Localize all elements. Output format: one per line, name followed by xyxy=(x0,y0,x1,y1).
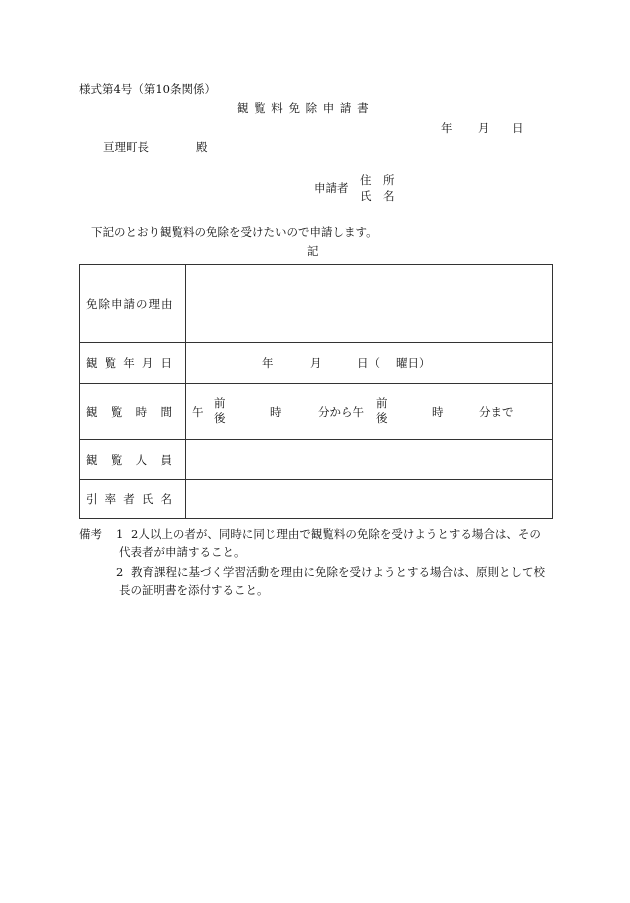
remark-2-line1: 教育課程に基づく学習活動を理由に免除を受けようとする場合は、原則として校 xyxy=(131,565,545,579)
reason-label-cell xyxy=(80,265,186,343)
time-ampm-1 xyxy=(214,396,226,426)
reason-label: 免除申請の理由 xyxy=(86,296,174,311)
remark-1-line1: 2人以上の者が、同時に同じ理由で観覧料の免除を受けようとする場合は、その xyxy=(131,527,541,541)
date-label-char: 覧 xyxy=(104,356,117,370)
people-label-char: 人 xyxy=(135,452,148,467)
leader-label-char: 者 xyxy=(123,492,135,506)
addressee-honorific: 殿 xyxy=(196,140,208,154)
date-month: 月 xyxy=(478,121,490,135)
remark-2-line2: 長の証明書を添付すること。 xyxy=(119,583,269,597)
date-label-char: 年 xyxy=(123,356,135,370)
date-label-char: 日 xyxy=(160,356,172,370)
leader-label-char: 氏 xyxy=(141,492,154,506)
reason-value-cell[interactable] xyxy=(186,265,553,343)
leader-label-char: 率 xyxy=(104,492,117,506)
applicant-address-label: 住 所 xyxy=(360,173,395,187)
document-title: 観 覧 料 免 除 申 請 書 xyxy=(237,101,370,115)
people-label-char: 員 xyxy=(160,452,172,467)
applicant-label: 申請者 xyxy=(314,181,349,195)
date-row xyxy=(80,343,553,384)
reason-row xyxy=(80,265,553,343)
date-label xyxy=(86,355,172,371)
leader-label-char: 名 xyxy=(160,492,172,506)
date-label-char: 観 xyxy=(86,356,98,370)
leader-value-cell[interactable] xyxy=(186,480,553,519)
time-row xyxy=(80,384,553,440)
time-pm-1: 後 xyxy=(214,411,226,425)
time-am-1: 前 xyxy=(214,396,226,410)
time-label-char: 時 xyxy=(135,404,148,419)
leader-label xyxy=(86,491,172,507)
time-hour-1: 時 xyxy=(270,405,282,419)
date-unit-month: 月 xyxy=(310,356,322,370)
time-hour-2: 時 xyxy=(432,405,444,419)
date-label-char: 月 xyxy=(141,356,154,370)
time-am-2: 前 xyxy=(376,396,388,410)
date-unit-year: 年 xyxy=(262,356,274,370)
remark-2-num: 2 xyxy=(116,565,124,579)
time-value-cell[interactable] xyxy=(186,384,553,440)
time-pm-2: 後 xyxy=(376,411,388,425)
time-min-from: 分から午 xyxy=(318,405,364,419)
date-label-cell xyxy=(80,343,186,384)
people-row xyxy=(80,440,553,480)
people-label-cell xyxy=(80,440,186,480)
leader-label-cell xyxy=(80,480,186,519)
time-ampm-2 xyxy=(376,396,388,426)
form-number: 様式第4号（第10条関係） xyxy=(79,82,216,96)
intro-text: 下記のとおり観覧料の免除を受けたいので申請します。 xyxy=(91,225,378,239)
time-label-char: 観 xyxy=(86,404,98,419)
people-value-cell[interactable] xyxy=(186,440,553,480)
date-unit-weekday: 曜日） xyxy=(396,356,431,370)
people-label-char: 覧 xyxy=(110,452,123,467)
time-label xyxy=(86,404,172,420)
people-label-char: 観 xyxy=(86,452,98,467)
date-unit-day: 日（ xyxy=(357,356,380,370)
people-label xyxy=(86,452,172,468)
time-noon-1: 午 xyxy=(192,405,204,419)
date-year: 年 xyxy=(441,121,453,135)
time-label-char: 覧 xyxy=(110,404,123,419)
applicant-name-label: 氏 名 xyxy=(360,189,395,203)
time-min-to: 分まで xyxy=(479,405,514,419)
remark-1-line2: 代表者が申請すること。 xyxy=(119,545,246,559)
time-label-char: 間 xyxy=(160,404,172,419)
application-table xyxy=(79,264,553,519)
ki-heading: 記 xyxy=(307,244,319,258)
leader-label-char: 引 xyxy=(86,492,98,506)
addressee-name: 亘理町長 xyxy=(103,140,149,154)
leader-row xyxy=(80,480,553,519)
remarks-label: 備考 xyxy=(79,527,102,541)
date-day: 日 xyxy=(512,121,524,135)
remark-1-num: 1 xyxy=(116,527,124,541)
date-value-cell[interactable] xyxy=(186,343,553,384)
time-label-cell xyxy=(80,384,186,440)
